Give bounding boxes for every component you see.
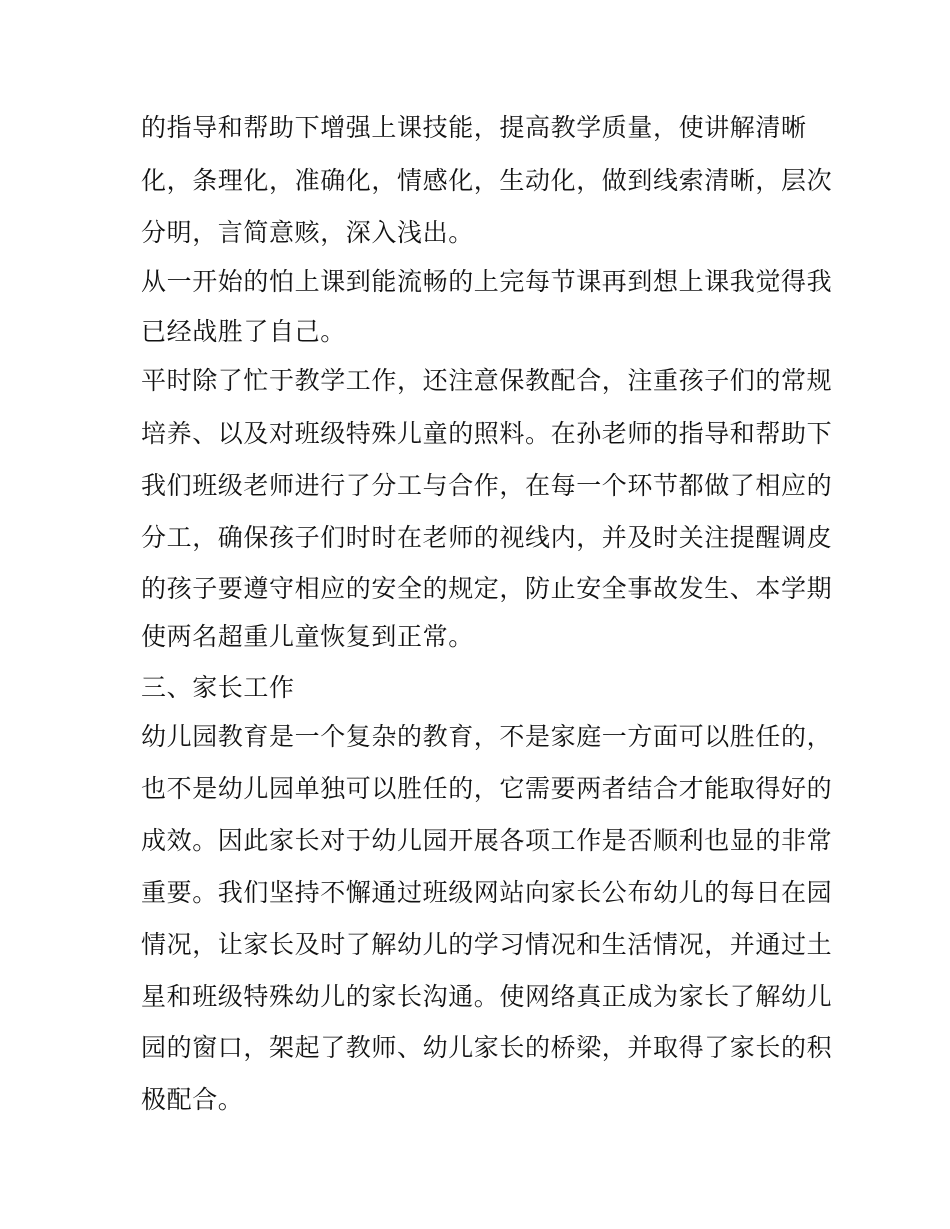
text-line: 我们班级老师进行了分工与合作，在每一个环节都做了相应的 xyxy=(141,471,833,500)
text-line: 的孩子要遵守相应的安全的规定，防止安全事故发生、本学期 xyxy=(141,574,833,603)
text-line: 园的窗口，架起了教师、幼儿家长的桥梁，并取得了家长的积 xyxy=(141,1033,833,1062)
text-line: 分明，言简意赅，深入浅出。 xyxy=(141,218,474,247)
text-line: 极配合。 xyxy=(141,1085,244,1114)
text-line: 平时除了忙于教学工作，还注意保教配合，注重孩子们的常规 xyxy=(141,366,833,395)
text-line: 分工，确保孩子们时时在老师的视线内，并及时关注提醒调皮 xyxy=(141,523,833,552)
text-line: 重要。我们坚持不懈通过班级网站向家长公布幼儿的每日在园 xyxy=(141,878,833,907)
text-line: 星和班级特殊幼儿的家长沟通。使网络真正成为家长了解幼儿 xyxy=(141,982,833,1011)
text-line: 从一开始的怕上课到能流畅的上完每节课再到想上课我觉得我 xyxy=(141,267,833,296)
section-heading: 三、家长工作 xyxy=(141,673,295,702)
text-line: 化，条理化，准确化，情感化，生动化，做到线索清晰，层次 xyxy=(141,166,833,195)
text-line: 成效。因此家长对于幼儿园开展各项工作是否顺利也显的非常 xyxy=(141,826,833,855)
text-line: 也不是幼儿园单独可以胜任的，它需要两者结合才能取得好的 xyxy=(141,774,833,803)
text-line: 已经战胜了自己。 xyxy=(141,317,346,346)
text-line: 的指导和帮助下增强上课技能，提高教学质量，使讲解清晰 xyxy=(141,113,807,142)
text-line: 使两名超重儿童恢复到正常。 xyxy=(141,622,474,651)
text-line: 幼儿园教育是一个复杂的教育，不是家庭一方面可以胜任的， xyxy=(141,722,833,751)
text-line: 情况，让家长及时了解幼儿的学习情况和生活情况，并通过土 xyxy=(141,930,833,959)
text-line: 培养、以及对班级特殊儿童的照料。在孙老师的指导和帮助下 xyxy=(141,419,833,448)
